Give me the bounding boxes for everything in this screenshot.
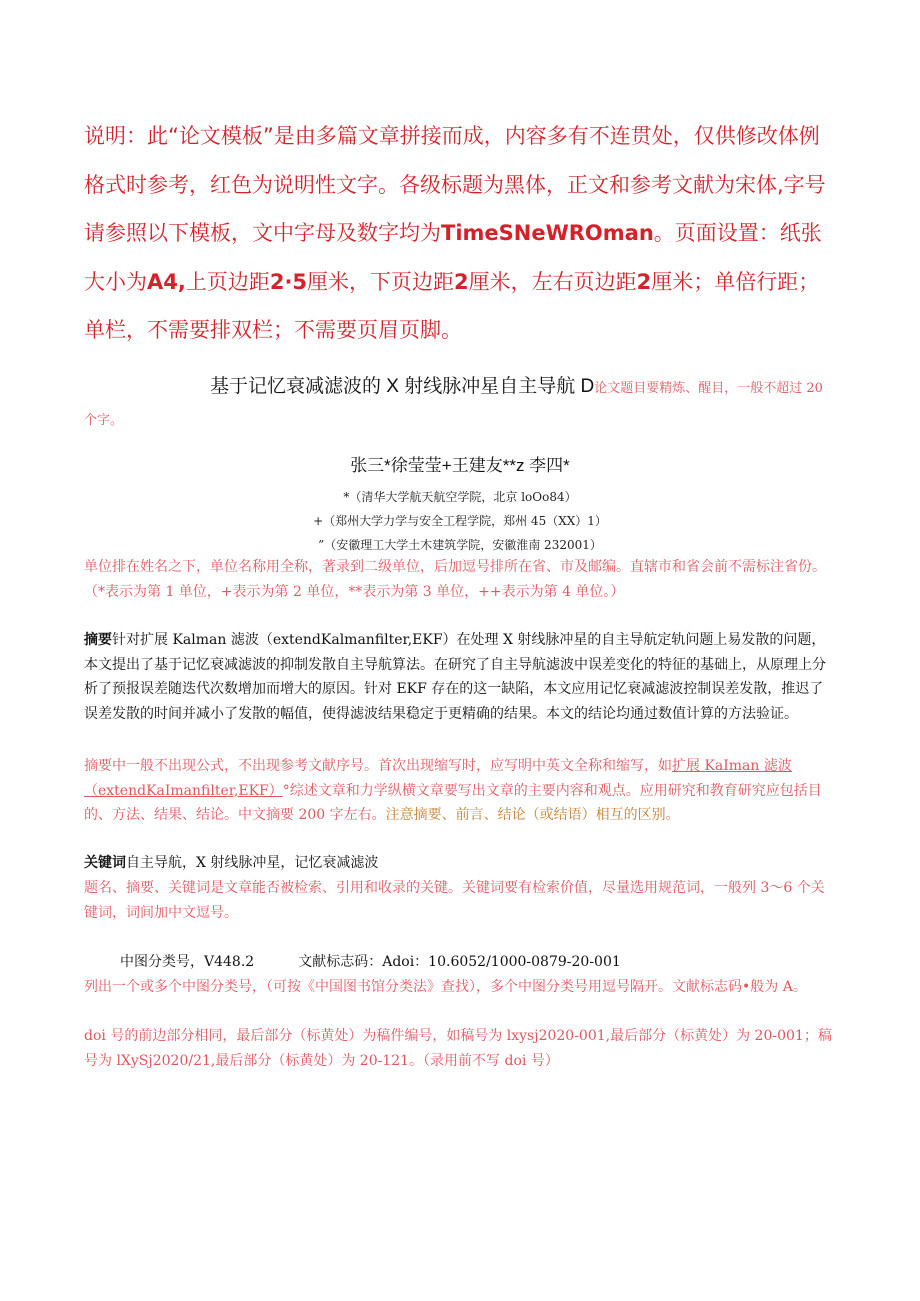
template-instructions [84, 112, 836, 355]
doi-note: doi 号的前边部分相同，最后部分（标黄处）为稿件编号，如稿号为 lxysj2020-001,最后部分（标黄处）为 20-001；稿号为 lXySj2020/21,最后部分（标黄处）为 20-121。（录用前不写 doi 号） [84, 1028, 832, 1069]
abstract-text: 针对扩展 Kalman 滤波（extendKalmanfilter,EKF）在处理 X 射线脉冲星的自主导航定轨问题上易发散的问题，本文提出了基于记忆衰减滤波的抑制发散自主导航算法。在研究了自主导航滤波中误差变化的特征的基础上，从原理上分析了预报误差随迭代次数增加而增大的原因。针对 EKF 存在的这一缺陷，本文应用记忆衰减滤波控制误差发散，推迟了误差发散的时间并减小了发散的幅值，使得滤波结果稳定于更精确的结果。本文的结论均通过数值计算的方法验证。 [84, 632, 826, 722]
abstract-label: 摘要 [84, 632, 112, 648]
affiliation-1: *（清华大学航天航空学院，北京 loOo84） [343, 490, 577, 504]
intro-text-4: 厘米，下页边距 [307, 269, 455, 294]
unit-note: 单位排在姓名之下，单位名称用全称，著录到二级单位，后加逗号排所在省、市及邮编。直辖市和省会前不需标注省份。（*表示为第 1 单位，+表示为第 2 单位，**表示为第 3 单位，++表示为第 4 单位。） [84, 559, 826, 600]
keywords-label: 关键词 [84, 855, 126, 871]
document-code-doi: 文献标志码：Adoi：10.6052/1000-0879-20-001 [298, 954, 621, 970]
classification-line [84, 950, 836, 975]
keywords-note: 题名、摘要、关键词是文章能否被检索、引用和收录的关键。关键词要有检索价值，尽量选用规范词，一般列 3～6 个关键词，词间加中文逗号。 [84, 880, 825, 921]
abstract [84, 628, 836, 726]
intro-side-margin: 2 [636, 269, 652, 294]
affiliation-2: +（郑州大学力学与安全工程学院，郑州 45（XX）1） [313, 514, 607, 528]
intro-text-1: 说明：此“论文模板”是由多篇文章拼接而成，内容多有不连贯处，仅供修改体例格式时参考，红色为说明性文字。各级标题为黑体，正文和参考文献为宋体,字号请参照以下模板，文中字母及数字均为 [84, 124, 826, 245]
abstract-note-text-1: 摘要中一般不出现公式，不出现参考文献序号。首次出现缩写时，应写明中英文全称和缩写，如 [84, 758, 672, 774]
classification-number: 中图分类号，V448.2 [120, 954, 255, 970]
intro-bottom-margin: 2 [454, 269, 469, 294]
abstract-note-example-link[interactable]: 扩展 KaIman 滤波（extendKaImanfilter,EKF） [84, 758, 792, 799]
classification-note: 列出一个或多个中图分类号，（可按《中国图书馆分类法》查找），多个中图分类号用逗号隔开。文献标志码•般为 A。 [84, 979, 807, 995]
affiliation-3: ”（安徽理工大学土木建筑学院，安徽淮南 232001） [318, 538, 602, 552]
author-list: 张三*徐莹莹+王建友**z 李四* [350, 456, 570, 475]
paper-title: 基于记忆衰减滤波的 X 射线脉冲星自主导航 D [210, 376, 595, 397]
intro-text-3: 上页边距 [185, 269, 270, 294]
intro-text-6: 厘米；单倍行距；单栏，不需要排双栏；不需要页眉页脚。 [84, 269, 820, 342]
abstract-note-highlight: 注意摘要、前言、结论（或结语）相互的区别。 [385, 807, 680, 823]
paper-title-block [84, 372, 836, 436]
keywords-text: 自主导航，X 射线脉冲星，记忆衰减滤波 [126, 855, 379, 871]
abstract-note-text-2: °综述文章和力学纵横文章要写出文章的主要内容和观点。应用研究和教育研究应包括目的、方法、结果、结论。中文摘要 200 字左右。 [84, 782, 822, 823]
keywords [84, 851, 836, 876]
intro-top-margin: 2·5 [269, 269, 308, 294]
abstract-note [84, 754, 836, 828]
intro-text-5: 厘米，左右页边距 [468, 269, 637, 294]
title-note: 论文题目要精炼、醒目，一般不超过 20 个字。 [84, 381, 823, 428]
intro-font-name: TimeSNeWROman [441, 221, 654, 245]
intro-paper-size: A4, [147, 269, 186, 294]
intro-text-2: 。页面设置：纸张大小为 [84, 221, 822, 294]
